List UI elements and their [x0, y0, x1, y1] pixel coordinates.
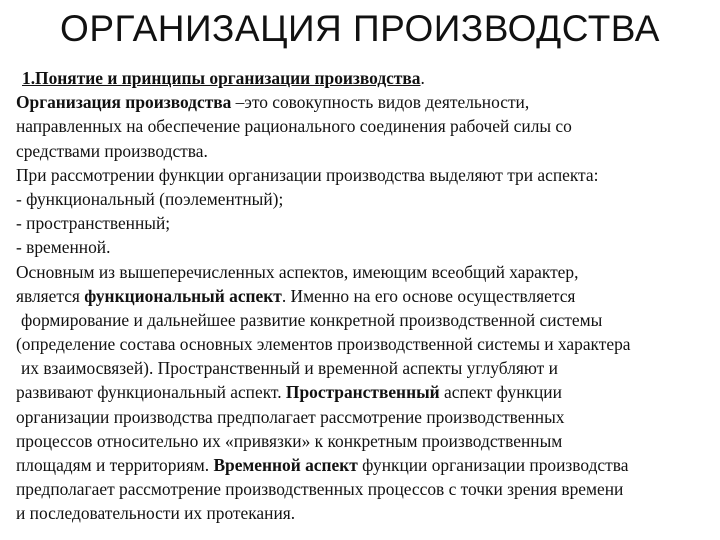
list-item-functional: - функциональный (поэлементный); — [16, 188, 284, 209]
text-line-16 — [16, 453, 720, 477]
text-line-13 — [16, 380, 720, 404]
slide-body — [16, 66, 720, 526]
text-line-18: и последовательности их протекания. — [16, 503, 296, 524]
text-line-8: Основным из вышеперечисленных аспектов, имеющим всеобщий характер, — [16, 261, 579, 282]
text-line-16-post: функции организации производства — [357, 455, 629, 475]
slide-title: ОРГАНИЗАЦИЯ ПРОИЗВОДСТВА — [60, 8, 660, 49]
list-item-temporal: - временной. — [16, 237, 111, 258]
term-spatial: Пространственный — [285, 382, 440, 403]
section-heading-period: . — [420, 68, 425, 88]
text-line-1 — [16, 90, 720, 114]
term-organization-of-production: Организация производства — [16, 92, 232, 113]
text-line-13-pre: развивают функциональный аспект. — [16, 382, 286, 403]
term-functional-aspect: функциональный аспект — [84, 285, 282, 306]
text-line-12: их взаимосвязей). Пространственный и временной аспекты углубляют и — [21, 358, 558, 379]
text-line-15: процессов относительно их «привязки» к конкретным производственным — [16, 430, 563, 451]
term-temporal-aspect: Временной аспект — [213, 455, 358, 475]
list-item-spatial: - пространственный; — [16, 213, 171, 234]
text-line-9-pre: является — [16, 285, 85, 306]
text-line-10: формирование и дальнейшее развитие конкретной производственной системы — [21, 309, 603, 330]
text-line-14: организации производства предполагает рассмотрение производственных — [16, 406, 565, 427]
text-line-2: направленных на обеспечение рационального соединения рабочей силы со — [16, 116, 572, 137]
text-line-4: При рассмотрении функции организации производства выделяют три аспекта: — [16, 164, 599, 185]
definition-text: –это совокупность видов деятельности, — [231, 92, 530, 113]
text-line-16-pre: площадям и территориям. — [16, 455, 214, 475]
text-line-9 — [16, 284, 720, 308]
text-line-13-post: аспект функции — [439, 382, 562, 403]
text-line-17: предполагает рассмотрение производственных процессов с точки зрения времени — [16, 479, 624, 500]
text-line-11: (определение состава основных элементов производственной системы и характера — [16, 334, 631, 355]
text-line-3: средствами производства. — [16, 140, 208, 161]
section-heading — [16, 66, 720, 90]
text-line-9-post: . Именно на его основе осуществляется — [281, 285, 576, 306]
section-heading-text: 1.Понятие и принципы организации производства — [22, 68, 421, 88]
